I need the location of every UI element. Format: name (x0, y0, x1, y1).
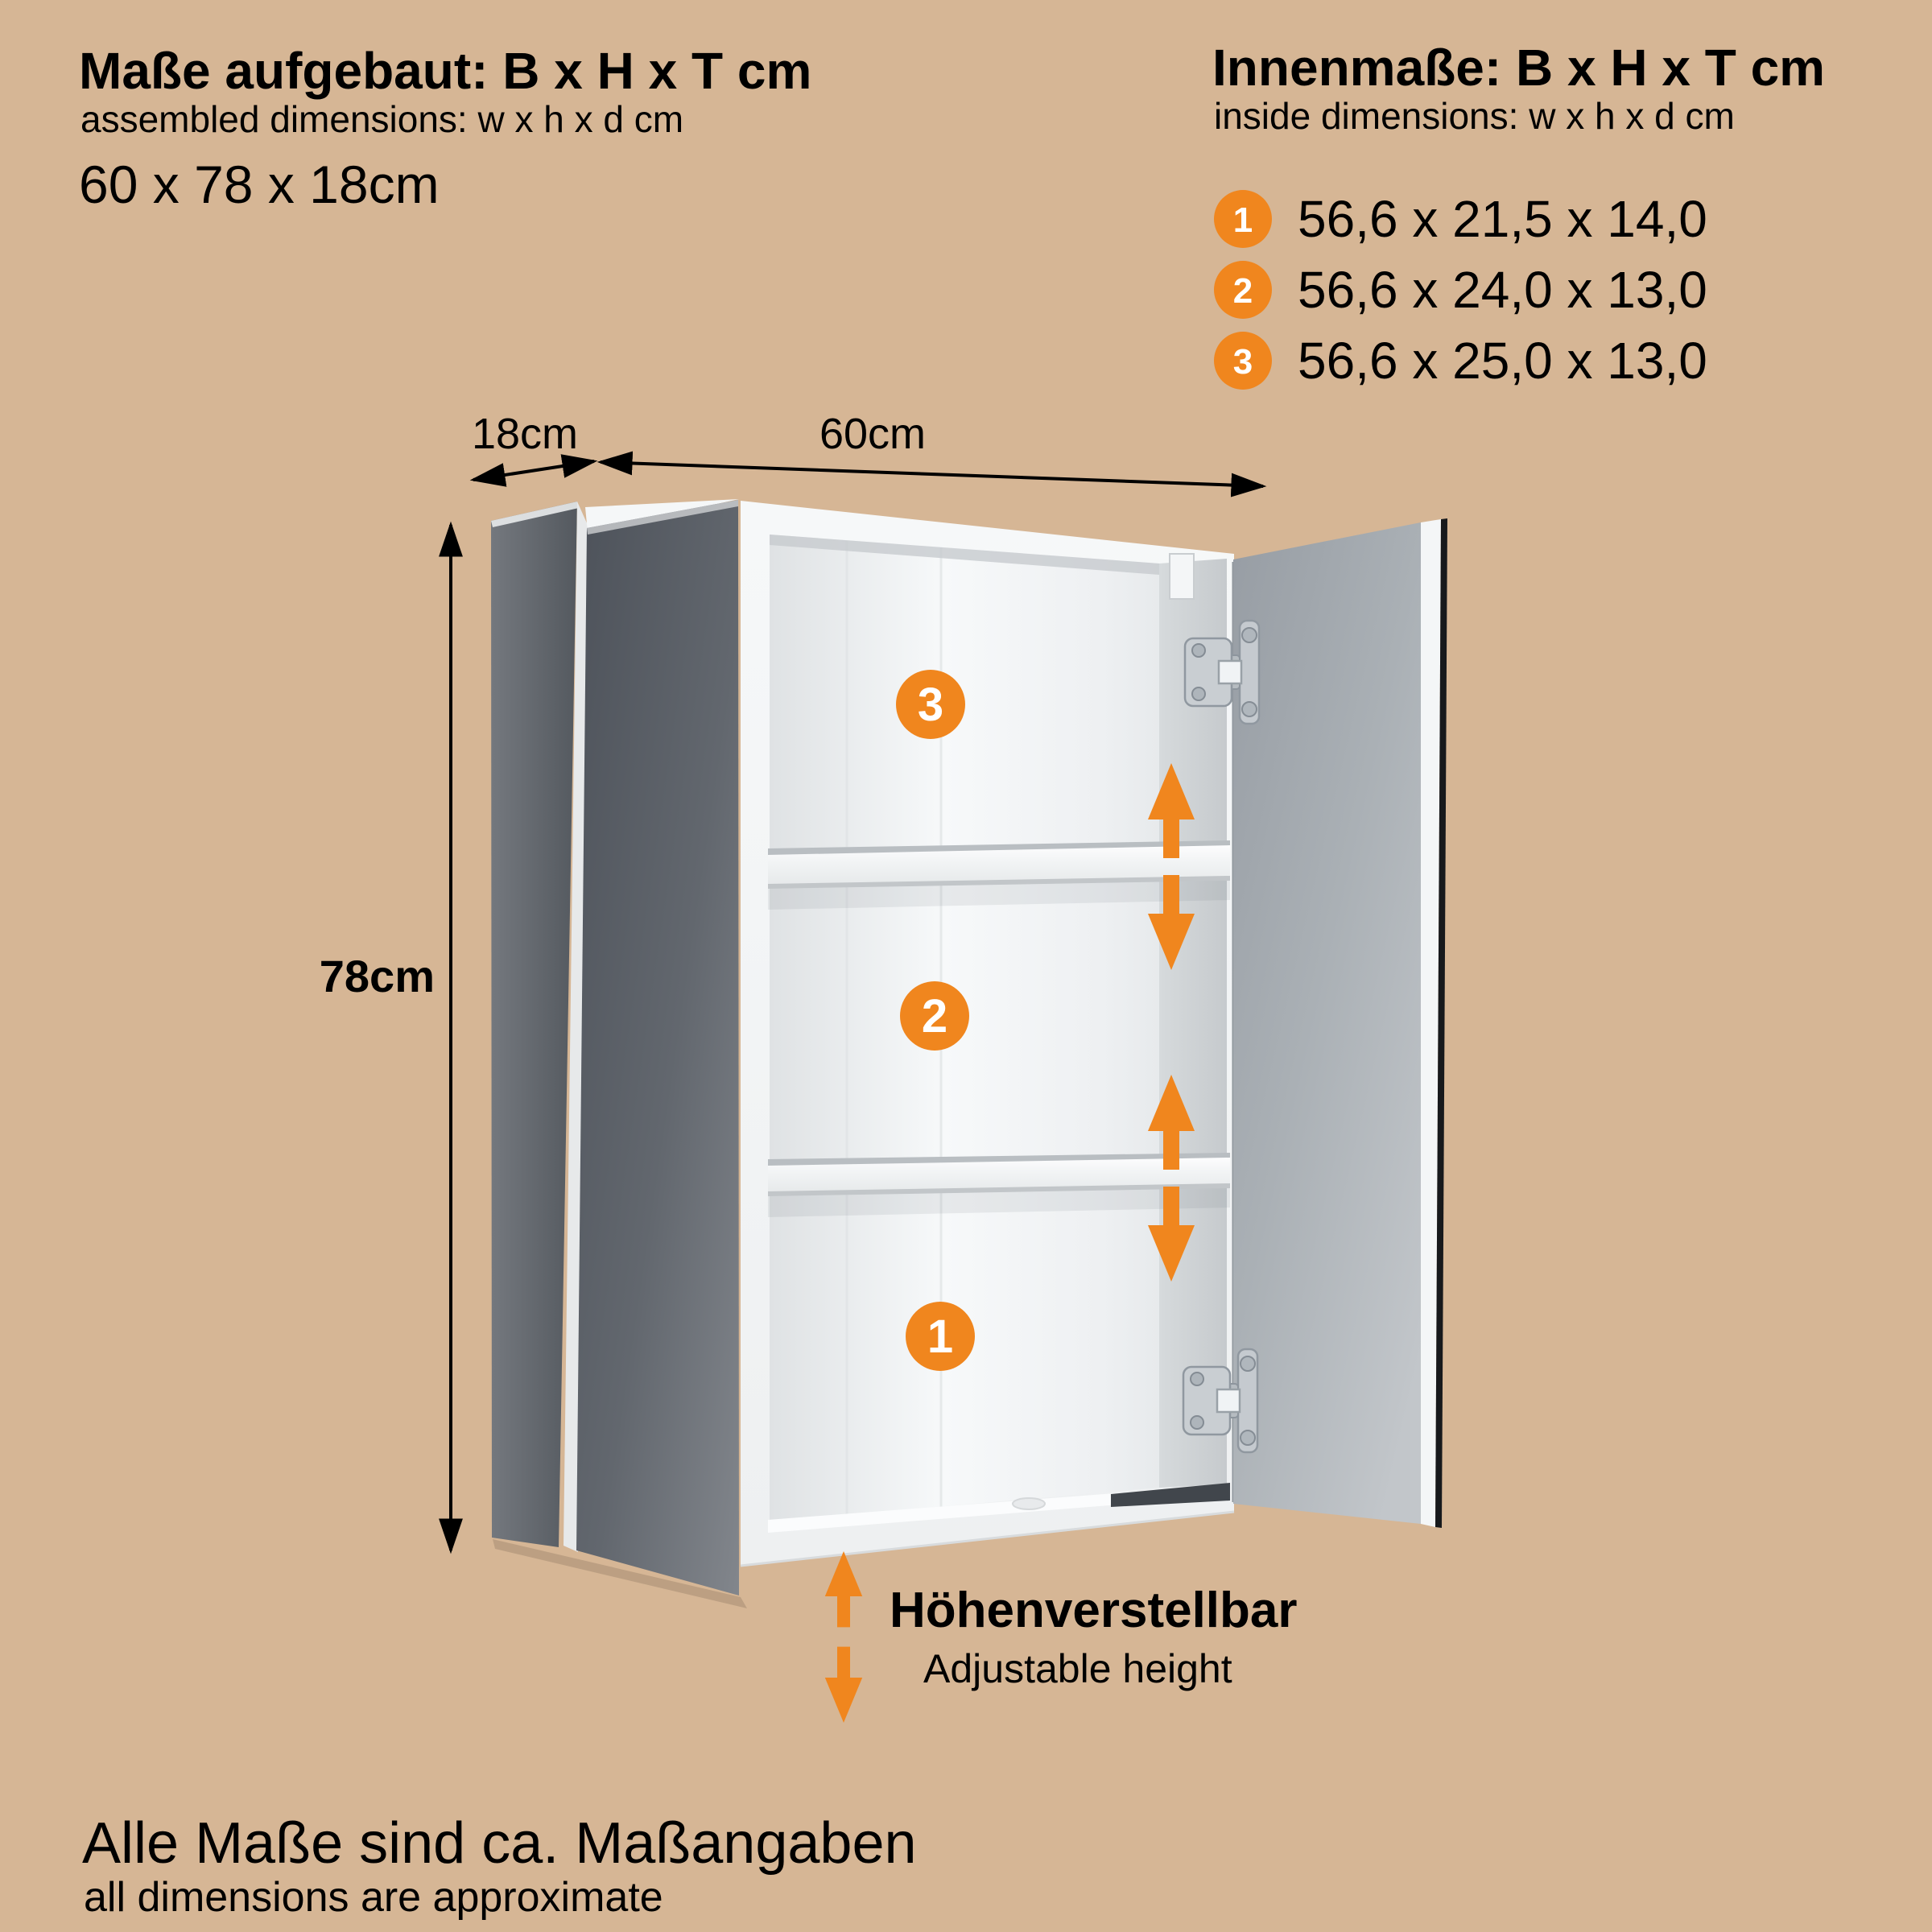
footer-note-de: Alle Maße sind ca. Maßangaben (82, 1811, 917, 1876)
right-door-inner-face (1233, 522, 1421, 1524)
row-badge-3-number: 3 (1232, 342, 1253, 382)
row-badge-2-number: 2 (1232, 271, 1253, 311)
compartment-badge-1-number: 1 (927, 1311, 954, 1363)
assembled-dimensions-value: 60 x 78 x 18cm (79, 155, 440, 214)
inside-dimensions-subtitle: inside dimensions: w x h x d cm (1214, 95, 1735, 137)
compartment-badge-2-number: 2 (921, 990, 948, 1042)
row-value-3: 56,6 x 25,0 x 13,0 (1298, 332, 1707, 390)
adjustable-height-label-en: Adjustable height (923, 1646, 1232, 1691)
width-label: 60cm (819, 410, 927, 458)
height-label: 78cm (319, 951, 435, 1001)
assembled-dimensions-subtitle: assembled dimensions: w x h x d cm (80, 98, 684, 140)
depth-label: 18cm (471, 410, 579, 458)
wall-mount-block (1170, 554, 1194, 599)
adjustable-height-label-de: Höhenverstellbar (890, 1583, 1298, 1638)
assembled-dimensions-title: Maße aufgebaut: B x H x T cm (79, 42, 812, 100)
shelf-upper (768, 840, 1230, 910)
cabinet-illustration (491, 499, 1447, 1608)
row-badge-1-number: 1 (1232, 200, 1253, 240)
footer-note-en: all dimensions are approximate (84, 1874, 663, 1921)
right-door (1233, 518, 1447, 1528)
compartment-badge-3-number: 3 (917, 679, 944, 731)
row-value-2: 56,6 x 24,0 x 13,0 (1298, 261, 1707, 319)
row-value-1: 56,6 x 21,5 x 14,0 (1298, 190, 1707, 248)
inside-dimensions-title: Innenmaße: B x H x T cm (1212, 39, 1826, 97)
floor-cap (1013, 1498, 1045, 1509)
shelf-lower (768, 1153, 1230, 1217)
left-door (576, 500, 739, 1596)
